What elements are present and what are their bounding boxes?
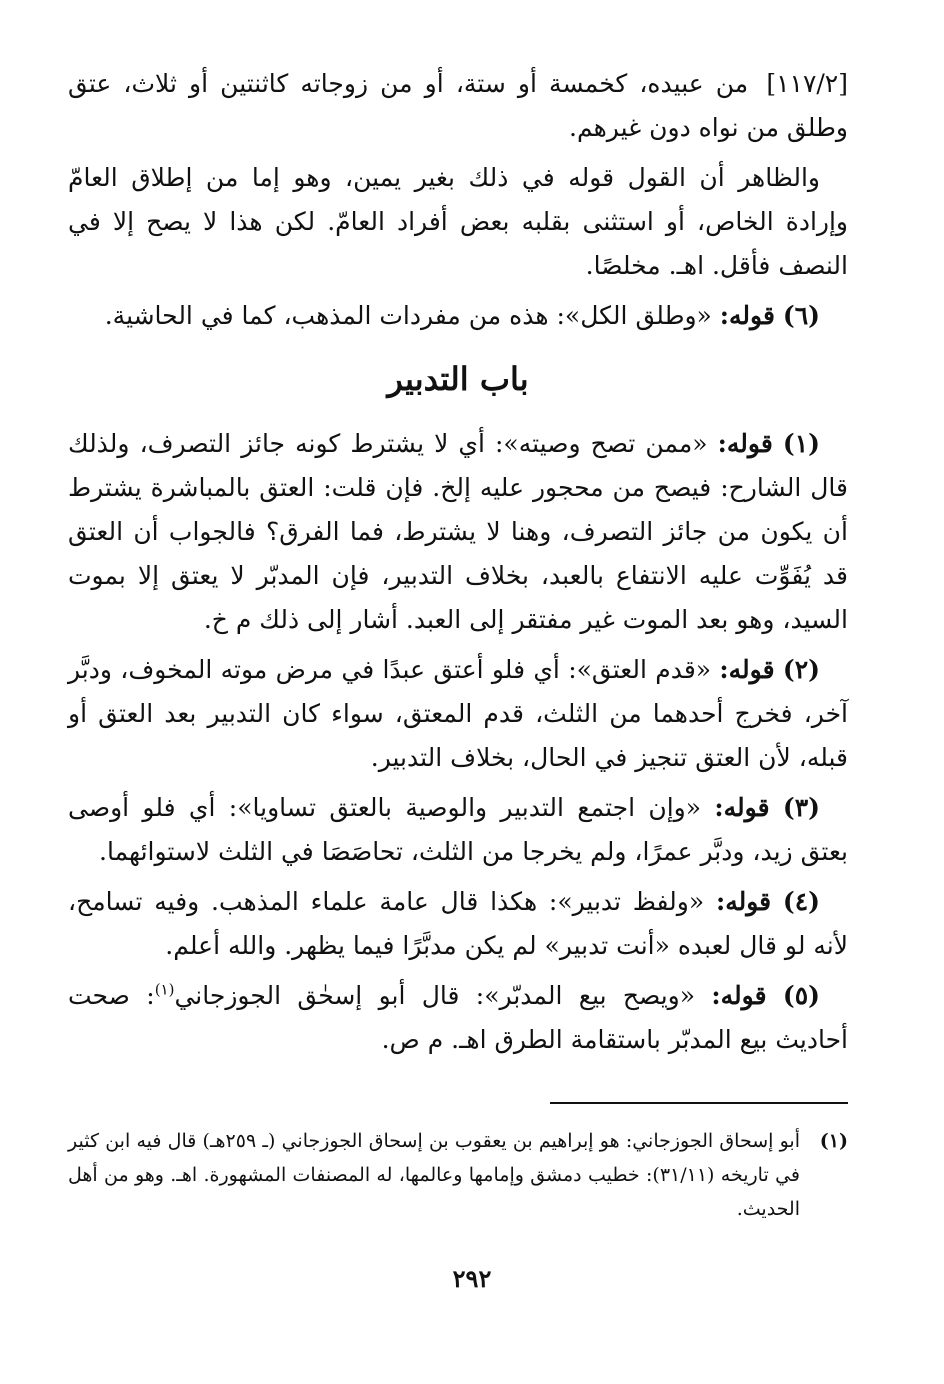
note-keyword: قوله: [719,301,775,330]
note-1 [68,422,848,642]
note-2 [68,648,848,780]
note-text: «ممن تصح وصيته»: أي لا يشترط كونه جائز التصرف، ولذلك قال الشارح: فيصح من محجور عليه إلخ. فإن قلت: العتق بالمباشرة يشترط أن يكون من جائز التصرف، وهنا لا يشترط، فما الفرق؟ فالجواب أن العتق قد يُفَوِّت عليه الانتفاع بالعبد، بخلاف التدبير، فإن المدبّر لا يعتق إلا بموت السيد، وهو بعد الموت غير مفتقر إلى العبد. أشار إلى ذلك م خ. [68,429,848,634]
note-text: «وطلق الكل»: هذه من مفردات المذهب، كما في الحاشية. [104,301,712,330]
note-keyword: قوله: [715,887,772,916]
chapter-heading: باب التدبير [387,360,529,398]
note-text: «وإن اجتمع التدبير والوصية بالعتق تساويا»: أي فلو أوصى بعتق زيد، ودبَّر عمرًا، ولم يخرجا من الثلث، تحاصَصَا في الثلث لاستوائهما. [68,793,848,866]
note-3 [68,786,848,874]
note-keyword: قوله: [717,429,773,458]
note-number: (٥) [782,981,820,1010]
note-number: (١) [782,429,820,458]
page-number: ٢٩٢ [452,1264,492,1293]
continuation-text: من عبيده، كخمسة أو ستة، أو من زوجاته كاثنتين أو ثلاث، عتق وطلق من نواه دون غيرهم. [68,69,848,142]
note-text: «قدم العتق»: أي فلو أعتق عبدًا في مرض موته المخوف، ودبَّر آخر، فخرج أحدهما من الثلث، قدم المعتق، سواء كان التدبير بعد العتق أو قبله، لأن العتق تنجيز في الحال، بخلاف التدبير. [68,655,848,772]
footnote-number: (١) [819,1130,848,1152]
continuation-paragraph [68,62,848,150]
footnote [68,1124,848,1226]
note-number: (٢) [782,655,820,684]
note-number: (٤) [782,887,821,916]
footnote-separator [550,1102,848,1104]
note-text-before: «ويصح بيع المدبّر»: قال أبو إسحٰق الجوزجاني [174,981,696,1010]
footnote-text: أبو إسحاق الجوزجاني: هو إبراهيم بن يعقوب بن إسحاق الجوزجاني (ـ ٢٥٩هـ) قال فيه ابن كثير في تاريخه (٣١/١١): خطيب دمشق وإمامها وعالمها، له المصنفات المشهورة. اهـ. وهو من أهل الحديث. [68,1130,800,1220]
note-text: «ولفظ تدبير»: هكذا قال عامة علماء المذهب. وفيه تسامح، لأنه لو قال لعبده «أنت تدبير» لم يكن مدبَّرًا فيما يظهر. والله أعلم. [68,887,848,960]
note-keyword: قوله: [719,655,775,684]
note-keyword: قوله: [711,981,767,1010]
note-6 [68,294,848,338]
paragraph-zahir: والظاهر أن القول قوله في ذلك بغير يمين، وهو إما من إطلاق العامّ وإرادة الخاص، أو استثنى بقلبه بعض أفراد العامّ. لكن هذا لا يصح إلا في النصف فأقل. اهـ. مخلصًا. [68,163,848,280]
note-5 [68,974,848,1062]
note-4 [68,880,848,968]
note-number: (٦) [782,301,820,330]
note-keyword: قوله: [714,793,770,822]
note-number: (٣) [782,793,821,822]
note-text-after: : صحت أحاديث بيع المدبّر باستقامة الطرق اهـ. م ص. [68,981,848,1054]
footnote-reference[interactable]: (١) [154,980,175,999]
volume-page-reference: [١١٧/٢] [766,69,848,98]
